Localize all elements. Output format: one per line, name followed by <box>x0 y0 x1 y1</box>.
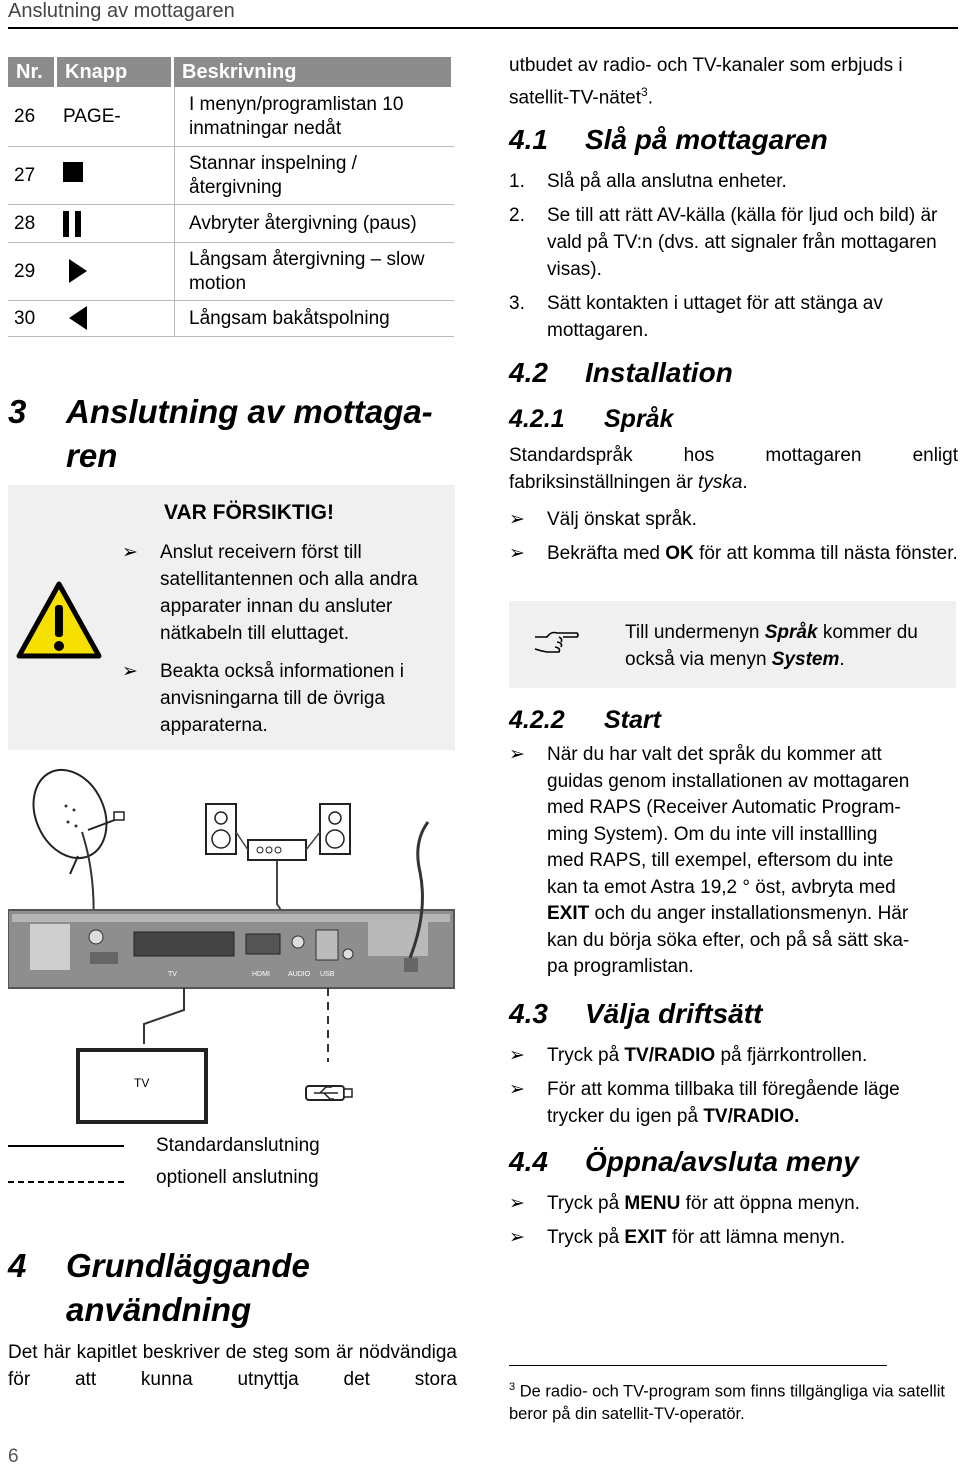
key-table <box>8 57 454 337</box>
list-item: ➢ Tryck på TV/RADIO på fjärrkontrollen. <box>509 1042 959 1069</box>
receiver-back-panel <box>8 910 454 988</box>
connector-label: USB <box>320 971 335 978</box>
section-41-steps <box>509 168 959 344</box>
speaker-right-icon <box>320 804 350 854</box>
section-4-intro: Det här kapitlet beskriver de steg som är nödvändiga för att kunna utnyttja det stora <box>8 1342 457 1390</box>
section-41-number: 4.1 <box>509 124 548 155</box>
section-42-number: 4.2 <box>509 357 548 388</box>
footnote-rule <box>509 1365 887 1366</box>
satellite-dish-icon <box>20 762 124 874</box>
connector-label: TV <box>168 971 177 978</box>
legend-optional: optionell anslutning <box>156 1167 319 1188</box>
footnote-mark: 3 <box>509 1381 516 1393</box>
section-421-text: Standardspråk hos mottagaren enligt fabriksinställningen är tyska. <box>509 445 958 493</box>
page-number: 6 <box>8 1446 19 1467</box>
row-nr: 28 <box>8 205 57 243</box>
section-41-title: Slå på mottagaren <box>585 124 828 155</box>
table-row <box>8 301 454 337</box>
bullet-arrow-icon: ➢ <box>509 543 525 564</box>
row-nr: 29 <box>8 243 57 301</box>
section-3-title-line1: Anslutning av mottaga- <box>66 393 433 430</box>
bullet-arrow-icon: ➢ <box>509 1045 525 1066</box>
warning-box <box>8 485 455 750</box>
list-item: ➢ För att komma tillbaka till föregående läge trycker du igen på TV/RADIO. <box>509 1076 959 1130</box>
row-knapp <box>57 205 174 243</box>
table-row <box>8 147 454 205</box>
note-text: Till undermenyn Språk kommer du också via menyn System. <box>625 622 918 670</box>
bullet-arrow-icon: ➢ <box>509 1079 525 1100</box>
col-beskrivning: Beskrivning <box>174 57 454 87</box>
bullet-arrow-icon: ➢ <box>122 542 138 563</box>
bullet-arrow-icon: ➢ <box>509 509 525 530</box>
bullet-arrow-icon: ➢ <box>509 1193 525 1214</box>
section-421-number: 4.2.1 <box>509 405 565 433</box>
amplifier-icon <box>248 840 306 860</box>
row-desc: Stannar inspelning / återgivning <box>174 147 454 205</box>
header-rule <box>8 27 958 29</box>
speaker-left-icon <box>206 804 236 854</box>
section-421-bullets <box>509 506 959 567</box>
table-row <box>8 243 454 301</box>
row-desc: Långsam bakåtspolning <box>174 301 454 337</box>
section-43-number: 4.3 <box>509 998 548 1029</box>
row-knapp: PAGE- <box>57 87 174 147</box>
list-item: 3. Sätt kontakten i uttaget för att stänga av mottagaren. <box>509 293 883 341</box>
tv-icon <box>78 1050 206 1122</box>
legend-standard: Standardanslutning <box>156 1135 320 1156</box>
connector-label: AUDIO <box>288 971 311 978</box>
section-4-title-line1: Grundläggande <box>66 1247 310 1284</box>
stop-icon <box>63 162 83 182</box>
bullet-arrow-icon: ➢ <box>509 744 525 765</box>
col-nr: Nr. <box>8 57 57 87</box>
pointing-hand-icon <box>533 627 579 657</box>
section-422-title: Start <box>604 706 661 734</box>
list-item: 2. Se till att rätt AV-källa (källa för ljud och bild) är vald på TV:n (dvs. att signaler från mottagaren visas). <box>509 205 938 280</box>
row-nr: 26 <box>8 87 57 147</box>
note-box <box>509 601 956 688</box>
row-nr: 27 <box>8 147 57 205</box>
section-3-number: 3 <box>8 393 27 430</box>
warning-title: VAR FÖRSIKTIG! <box>164 501 334 524</box>
section-422-text <box>509 742 959 981</box>
list-item: ➢ Tryck på MENU för att öppna menyn. <box>509 1190 959 1217</box>
section-43-title: Välja driftsätt <box>585 998 763 1029</box>
row-knapp <box>57 243 174 301</box>
row-desc: Avbryter återgivning (paus) <box>174 205 454 243</box>
list-item: 1. Slå på alla anslutna enheter. <box>509 171 787 192</box>
table-row <box>8 87 454 147</box>
usb-icon <box>306 1086 352 1100</box>
bullet-arrow-icon: ➢ <box>122 661 138 682</box>
section-422-number: 4.2.2 <box>509 706 565 734</box>
section-4-title-line2: användning <box>66 1291 252 1328</box>
row-knapp <box>57 301 174 337</box>
list-item: ➢ Bekräfta med OK för att komma till nästa fönster. <box>509 540 959 567</box>
tv-label: TV <box>134 1076 150 1090</box>
section-43-bullets <box>509 1042 959 1130</box>
warning-item-text: Beakta också informationen i anvisningarna till de övriga apparaterna. <box>160 661 404 736</box>
connector-label: HDMI <box>252 971 270 978</box>
section-44-bullets <box>509 1190 959 1251</box>
section-4-number: 4 <box>8 1247 27 1284</box>
row-nr: 30 <box>8 301 57 337</box>
reverse-icon <box>69 306 87 330</box>
running-header: Anslutning av mottagaren <box>8 0 235 22</box>
warning-item <box>122 539 448 647</box>
row-desc: Långsam återgivning – slow motion <box>174 243 454 301</box>
list-item: ➢ När du har valt det språk du kommer att guidas genom installationen av mottagaren med RAPS (Receiver Automatic Program- ming System). Om du inte vill installling med RAPS, till exempel, eftersom du inte kan ta emot Astra 19,2 ° öst, avbryta med EXIT och du anger installationsmenyn. Här kan du börja söka efter, och på så sätt ska- pa programlistan. <box>509 744 910 977</box>
connection-diagram <box>8 762 456 1124</box>
play-icon <box>69 259 87 283</box>
section-44-number: 4.4 <box>509 1146 548 1177</box>
section-42-title: Installation <box>585 357 733 388</box>
bullet-arrow-icon: ➢ <box>509 1227 525 1248</box>
footnote: $^3$ De radio- och TV-program som finns tillgängliga via satellit beror på din satellit-TV-operatör. <box>509 1381 945 1423</box>
legend-dashed-line <box>8 1181 124 1183</box>
row-desc: I menyn/programlistan 10 inmatningar nedåt <box>174 87 454 147</box>
warning-triangle-icon <box>16 581 102 659</box>
intro-continued: utbudet av radio- och TV-kanaler som erbjuds i satellit-TV-nätet$^3$. <box>509 55 903 109</box>
warning-item <box>122 658 448 739</box>
section-3-title-line2: ren <box>66 437 118 474</box>
footnote-ref: 3 <box>641 85 648 99</box>
row-knapp <box>57 147 174 205</box>
legend-solid-line <box>8 1145 124 1147</box>
list-item: ➢ Tryck på EXIT för att lämna menyn. <box>509 1224 959 1251</box>
pause-icon <box>63 211 81 237</box>
col-knapp: Knapp <box>57 57 174 87</box>
section-44-title: Öppna/avsluta meny <box>585 1146 859 1177</box>
warning-item-text: Anslut receivern först till satellitantennen och alla andra apparater innan du ansluter nätkabeln till eluttaget. <box>160 542 418 644</box>
key-table-header <box>8 57 454 87</box>
section-421-title: Språk <box>604 405 674 433</box>
table-row <box>8 205 454 243</box>
list-item: ➢ Välj önskat språk. <box>509 506 959 533</box>
